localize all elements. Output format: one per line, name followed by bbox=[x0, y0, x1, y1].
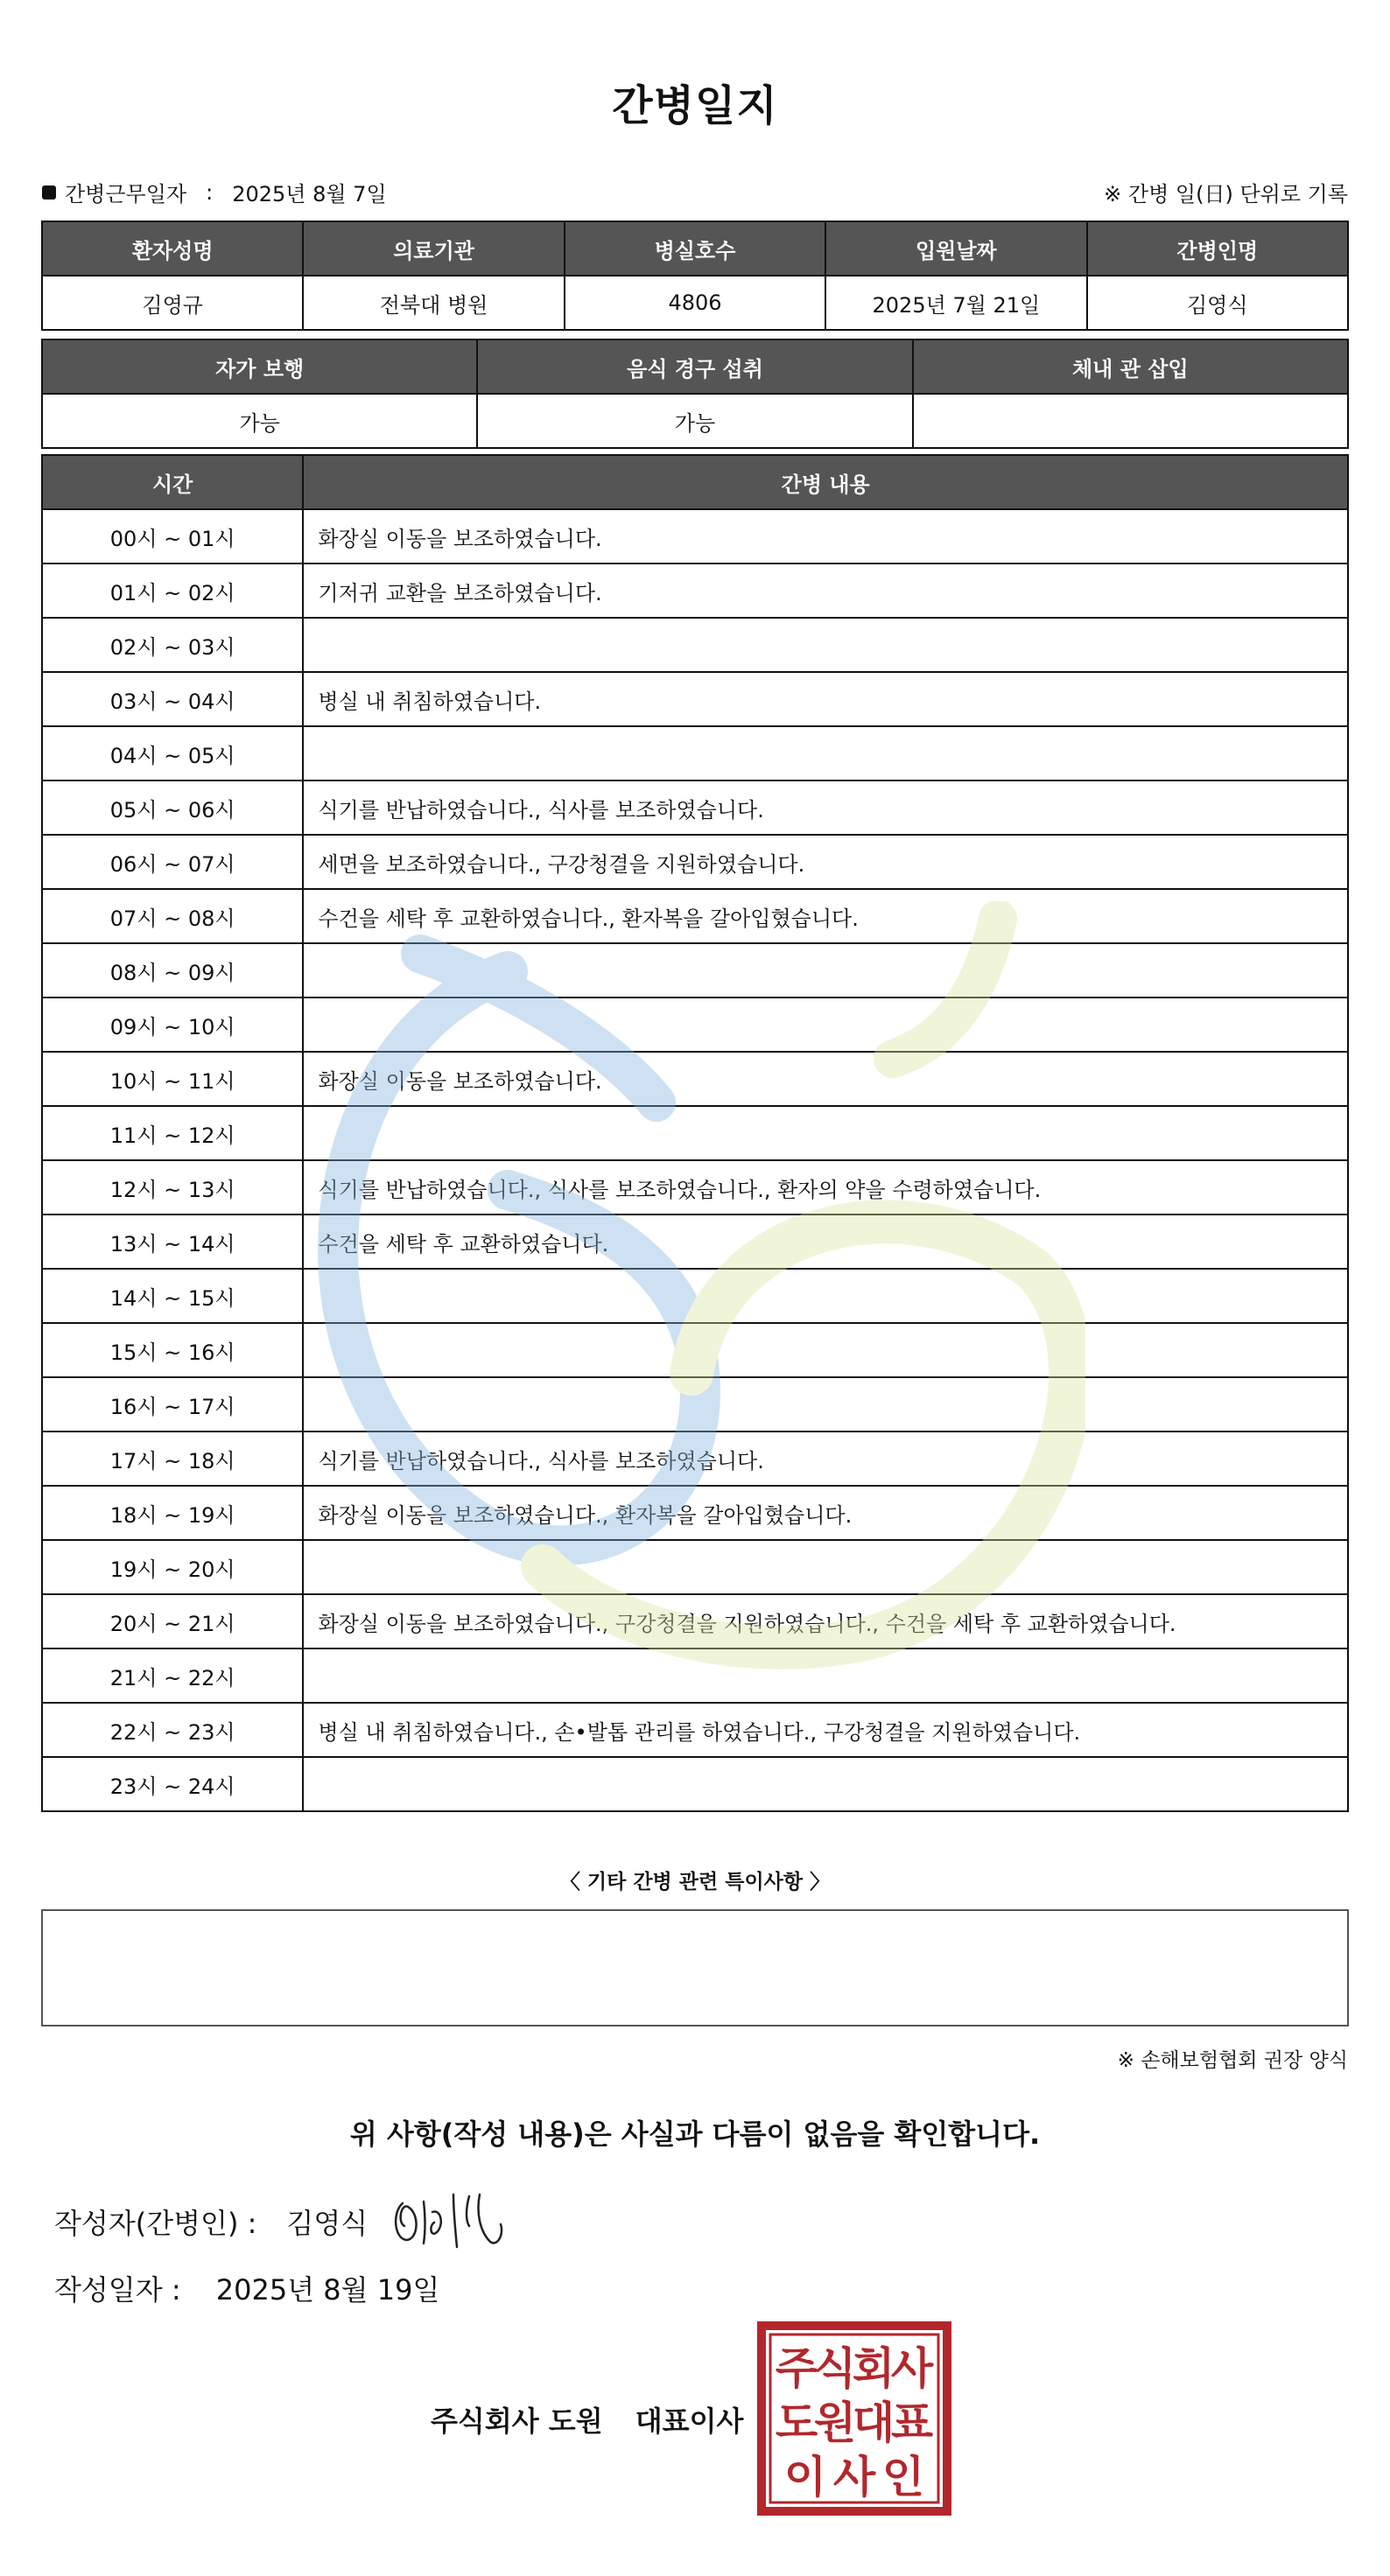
log-content: 화장실 이동을 보조하였습니다. bbox=[303, 509, 1348, 564]
log-content: 화장실 이동을 보조하였습니다. bbox=[303, 1052, 1348, 1106]
log-content bbox=[303, 1377, 1348, 1432]
log-row bbox=[42, 998, 1348, 1052]
header-oral-intake: 음식 경구 섭취 bbox=[477, 340, 912, 394]
log-row bbox=[42, 1323, 1348, 1377]
log-time: 05시 ~ 06시 bbox=[42, 780, 303, 835]
log-content bbox=[303, 1106, 1348, 1160]
log-content bbox=[303, 1648, 1348, 1703]
notes-box bbox=[41, 1909, 1349, 2026]
log-time: 03시 ~ 04시 bbox=[42, 672, 303, 726]
patient-name: 김영규 bbox=[42, 276, 303, 330]
log-content: 수건을 세탁 후 교환하였습니다. bbox=[303, 1214, 1348, 1269]
log-time: 00시 ~ 01시 bbox=[42, 509, 303, 564]
log-content bbox=[303, 726, 1348, 780]
header-hospital: 의료기관 bbox=[303, 221, 564, 276]
svg-text:사: 사 bbox=[832, 2452, 876, 2502]
log-time: 17시 ~ 18시 bbox=[42, 1432, 303, 1486]
room-number: 4806 bbox=[565, 276, 825, 330]
log-row bbox=[42, 780, 1348, 835]
log-row bbox=[42, 726, 1348, 780]
log-row bbox=[42, 1703, 1348, 1757]
written-date-label: 작성일자 : bbox=[54, 2273, 181, 2306]
log-time: 23시 ~ 24시 bbox=[42, 1757, 303, 1811]
log-time: 01시 ~ 02시 bbox=[42, 564, 303, 618]
confirmation-statement: 위 사항(작성 내용)은 사실과 다름이 없음을 확인합니다. bbox=[349, 2118, 1041, 2151]
log-time: 07시 ~ 08시 bbox=[42, 889, 303, 943]
log-time: 22시 ~ 23시 bbox=[42, 1703, 303, 1757]
log-row bbox=[42, 618, 1348, 672]
admission-date: 2025년 7월 21일 bbox=[825, 276, 1086, 330]
work-date bbox=[42, 177, 387, 207]
log-time: 11시 ~ 12시 bbox=[42, 1106, 303, 1160]
log-content: 식기를 반납하였습니다., 식사를 보조하였습니다. bbox=[303, 1432, 1348, 1486]
ability-value-row bbox=[42, 394, 1348, 448]
log-row bbox=[42, 1160, 1348, 1214]
log-row bbox=[42, 1052, 1348, 1106]
log-time: 14시 ~ 15시 bbox=[42, 1269, 303, 1323]
header-care-content: 간병 내용 bbox=[303, 455, 1348, 509]
bullet-square-icon bbox=[42, 186, 56, 200]
company-seal-stamp bbox=[755, 2319, 954, 2518]
svg-text:원: 원 bbox=[813, 2398, 857, 2448]
header-time: 시간 bbox=[42, 455, 303, 509]
hospital: 전북대 병원 bbox=[303, 276, 564, 330]
log-time: 19시 ~ 20시 bbox=[42, 1540, 303, 1594]
log-content bbox=[303, 1757, 1348, 1811]
svg-text:이: 이 bbox=[783, 2452, 827, 2502]
header-self-walking: 자가 보행 bbox=[42, 340, 477, 394]
log-content bbox=[303, 618, 1348, 672]
log-row bbox=[42, 889, 1348, 943]
patient-value-row bbox=[42, 276, 1348, 330]
oral-intake: 가능 bbox=[477, 394, 912, 448]
log-row bbox=[42, 564, 1348, 618]
written-date-value: 2025년 8월 19일 bbox=[215, 2273, 440, 2306]
log-row bbox=[42, 1377, 1348, 1432]
log-content bbox=[303, 998, 1348, 1052]
svg-text:도: 도 bbox=[775, 2398, 818, 2448]
log-time: 06시 ~ 07시 bbox=[42, 835, 303, 889]
self-walking: 가능 bbox=[42, 394, 477, 448]
log-content: 수건을 세탁 후 교환하였습니다., 환자복을 갈아입혔습니다. bbox=[303, 889, 1348, 943]
svg-text:인: 인 bbox=[881, 2452, 925, 2502]
log-time: 18시 ~ 19시 bbox=[42, 1486, 303, 1540]
log-content: 병실 내 취침하였습니다., 손•발톱 관리를 하였습니다., 구강청결을 지원하였습니다. bbox=[303, 1703, 1348, 1757]
written-date-line bbox=[54, 2268, 439, 2308]
care-log-table bbox=[41, 454, 1349, 1812]
log-content bbox=[303, 943, 1348, 998]
page-title: 간병일지 bbox=[612, 81, 778, 130]
log-time: 04시 ~ 05시 bbox=[42, 726, 303, 780]
log-content: 화장실 이동을 보조하였습니다., 구강청결을 지원하였습니다., 수건을 세탁 후 교환하였습니다. bbox=[303, 1594, 1348, 1648]
log-row bbox=[42, 1648, 1348, 1703]
log-row bbox=[42, 1486, 1348, 1540]
header-tube-insertion: 체내 관 삽입 bbox=[913, 340, 1348, 394]
log-row bbox=[42, 1432, 1348, 1486]
log-row bbox=[42, 943, 1348, 998]
log-content bbox=[303, 1269, 1348, 1323]
caregiver-name: 김영식 bbox=[1087, 276, 1348, 330]
association-note: ※ 손해보험협회 권장 양식 bbox=[1117, 2049, 1348, 2072]
handwritten-signature bbox=[385, 2177, 525, 2256]
log-content: 식기를 반납하였습니다., 식사를 보조하였습니다., 환자의 약을 수령하였습니다. bbox=[303, 1160, 1348, 1214]
company-line bbox=[431, 2399, 743, 2440]
log-content: 기저귀 교환을 보조하였습니다. bbox=[303, 564, 1348, 618]
author-name: 김영식 bbox=[286, 2207, 369, 2240]
author-line bbox=[54, 2202, 368, 2242]
patient-info-table bbox=[41, 220, 1349, 331]
patient-ability-table bbox=[41, 339, 1349, 449]
work-date-value: 2025년 8월 7일 bbox=[232, 182, 387, 206]
log-row bbox=[42, 1106, 1348, 1160]
company-title: 대표이사 bbox=[635, 2404, 744, 2438]
header-caregiver-name: 간병인명 bbox=[1087, 221, 1348, 276]
log-time: 15시 ~ 16시 bbox=[42, 1323, 303, 1377]
log-content: 식기를 반납하였습니다., 식사를 보조하였습니다. bbox=[303, 780, 1348, 835]
header-room-number: 병실호수 bbox=[565, 221, 825, 276]
log-time: 10시 ~ 11시 bbox=[42, 1052, 303, 1106]
log-time: 02시 ~ 03시 bbox=[42, 618, 303, 672]
log-time: 16시 ~ 17시 bbox=[42, 1377, 303, 1432]
svg-text:주: 주 bbox=[775, 2343, 818, 2394]
header-admission-date: 입원날짜 bbox=[825, 221, 1086, 276]
log-time: 12시 ~ 13시 bbox=[42, 1160, 303, 1214]
ability-header-row bbox=[42, 340, 1348, 394]
log-row bbox=[42, 1540, 1348, 1594]
log-body bbox=[42, 509, 1348, 1811]
record-note: ※ 간병 일(日) 단위로 기록 bbox=[1104, 182, 1348, 206]
log-row bbox=[42, 835, 1348, 889]
log-time: 21시 ~ 22시 bbox=[42, 1648, 303, 1703]
log-row bbox=[42, 509, 1348, 564]
work-date-label: 간병근무일자 bbox=[65, 182, 187, 206]
log-time: 13시 ~ 14시 bbox=[42, 1214, 303, 1269]
svg-text:표: 표 bbox=[890, 2398, 934, 2448]
svg-text:회: 회 bbox=[852, 2343, 895, 2394]
svg-text:사: 사 bbox=[890, 2343, 934, 2394]
patient-header-row bbox=[42, 221, 1348, 276]
log-time: 20시 ~ 21시 bbox=[42, 1594, 303, 1648]
log-content: 화장실 이동을 보조하였습니다., 환자복을 갈아입혔습니다. bbox=[303, 1486, 1348, 1540]
author-label: 작성자(간병인) : bbox=[54, 2207, 257, 2240]
log-header-row bbox=[42, 455, 1348, 509]
log-time: 08시 ~ 09시 bbox=[42, 943, 303, 998]
tube-insertion bbox=[913, 394, 1348, 448]
svg-text:대: 대 bbox=[852, 2398, 895, 2448]
log-row bbox=[42, 672, 1348, 726]
company-name: 주식회사 도원 bbox=[431, 2404, 603, 2438]
colon-separator: : bbox=[206, 179, 214, 205]
svg-text:식: 식 bbox=[813, 2343, 857, 2394]
log-content: 병실 내 취침하였습니다. bbox=[303, 672, 1348, 726]
log-content bbox=[303, 1323, 1348, 1377]
header-patient-name: 환자성명 bbox=[42, 221, 303, 276]
log-row bbox=[42, 1757, 1348, 1811]
log-content bbox=[303, 1540, 1348, 1594]
log-row bbox=[42, 1269, 1348, 1323]
log-row bbox=[42, 1214, 1348, 1269]
log-content: 세면을 보조하였습니다., 구강청결을 지원하였습니다. bbox=[303, 835, 1348, 889]
log-time: 09시 ~ 10시 bbox=[42, 998, 303, 1052]
log-row bbox=[42, 1594, 1348, 1648]
notes-heading: 〈 기타 간병 관련 특이사항 〉 bbox=[559, 1871, 831, 1894]
